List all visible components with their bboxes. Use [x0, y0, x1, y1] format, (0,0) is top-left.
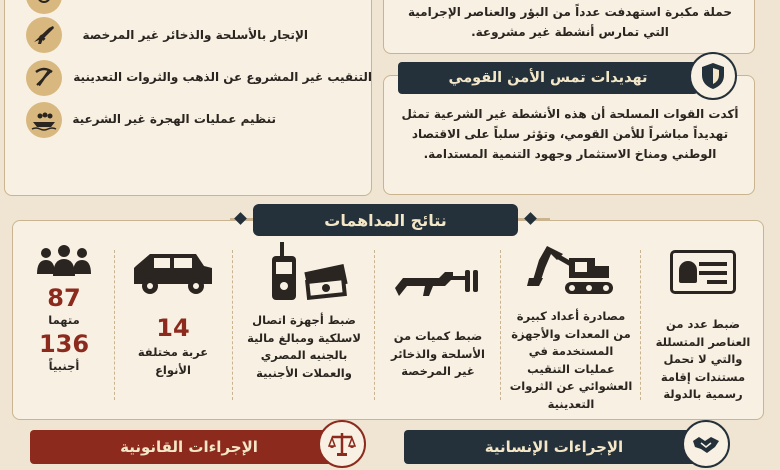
humanitarian-title: الإجراءات الإنسانية — [484, 438, 624, 456]
people-icon — [34, 244, 94, 278]
separator — [500, 250, 501, 400]
radio-money-icon — [256, 240, 352, 304]
defendants-count: 87 — [47, 284, 81, 312]
threats-text: أكدت القوات المسلحة أن هذه الأنشطة غير الشرعية تمثل تهديداً مباشراً للأمن القومي، وتؤثر سلباً على الاقتصاد الوطني ومناخ الاستثمار وجهود التنمية المستدامة. — [401, 107, 739, 161]
legal-banner — [30, 430, 348, 464]
pickaxe-icon — [26, 60, 62, 96]
list-item-mining: التنقيب غير المشروع عن الذهب والثروات التعدينية — [73, 70, 372, 84]
boat-icon — [26, 102, 62, 138]
list-item-migration: تنظيم عمليات الهجرة غير الشرعية — [72, 112, 276, 126]
result-vehicles — [118, 240, 228, 412]
foreigners-label: أجنبياً — [48, 358, 80, 373]
result-mining — [506, 240, 636, 412]
result-people — [18, 240, 110, 412]
result-ids-text: ضبط عدد من العناصر المتسللة والتي لا تحمل مستندات إقامة رسمية بالدولة — [655, 317, 751, 401]
result-ids — [646, 240, 760, 412]
rifle-icon — [26, 17, 62, 53]
handshake-icon — [682, 420, 730, 468]
result-comms-text: ضبط أجهزة اتصال لاسلكية ومبالغ مالية بالجنيه المصري والعملات الأجنبية — [247, 313, 361, 380]
separator — [114, 250, 115, 400]
excavator-icon — [525, 240, 617, 300]
results-title-text: نتائج المداهمات — [324, 210, 447, 230]
result-comms — [238, 240, 370, 412]
shield-icon — [689, 52, 737, 100]
result-weapons — [380, 240, 496, 412]
separator — [374, 250, 375, 400]
results-title — [253, 204, 518, 236]
result-mining-text: مصادرة أعداد كبيرة من المعدات والأجهزة المستخدمة في عمليات التنقيب العشوائي عن الثروات التعدينية — [509, 309, 633, 411]
legal-title: الإجراءات القانونية — [120, 438, 258, 456]
threats-title — [398, 62, 698, 94]
result-weapons-text: ضبط كميات من الأسلحة والذخائر غير المرخصة — [391, 329, 485, 378]
humanitarian-banner — [404, 430, 704, 464]
threats-title-text: تهديدات تمس الأمن القومي — [448, 70, 648, 86]
list-item-weapons: الإتجار بالأسلحة والذخائر غير المرخصة — [82, 28, 308, 42]
jeep-icon — [130, 248, 216, 298]
separator — [640, 250, 641, 400]
vehicles-count: 14 — [156, 314, 190, 342]
id-card-icon — [670, 250, 736, 294]
foreigners-count: 136 — [38, 329, 90, 358]
separator — [232, 250, 233, 400]
partial-top-line — [75, 0, 305, 1]
scales-icon — [318, 420, 366, 468]
campaign-text: حملة مكبرة استهدفت عدداً من البؤر والعناصر الإجرامية التي تمارس أنشطة غير مشروعة. — [408, 5, 732, 39]
defendants-label: متهما — [48, 313, 80, 327]
result-vehicles-text: عربة مختلفة الأنواع — [137, 345, 209, 377]
weapons-icon — [393, 256, 483, 306]
